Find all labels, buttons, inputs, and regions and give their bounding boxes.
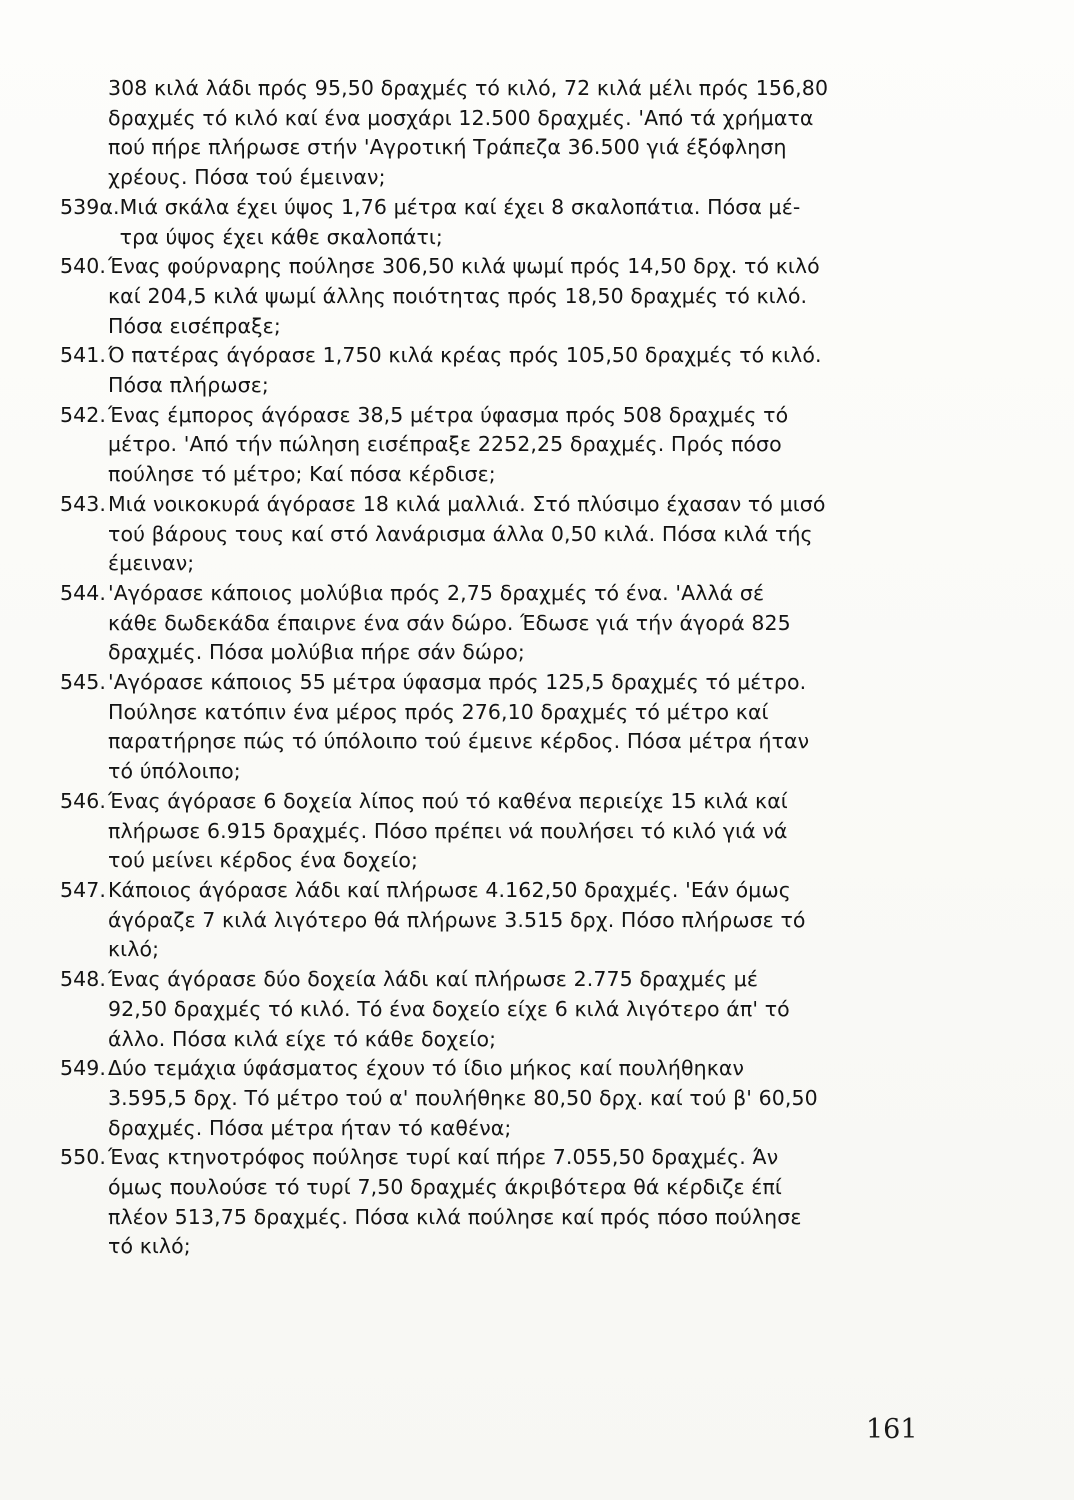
text-line: έμειναν; [108, 551, 195, 576]
text-line: Ένας κτηνοτρόφος πούλησε τυρί καί πήρε 7.055,50 δραχμές. Άν [108, 1145, 779, 1170]
text-line: 92,50 δραχμές τό κιλό. Τό ένα δοχείο είχε 6 κιλά λιγότερο άπ' τό [108, 996, 790, 1021]
problem-item [60, 341, 920, 400]
text-line: παρατήρησε πώς τό ύπόλοιπο τού έμεινε κέρδος. Πόσα μέτρα ήταν [108, 729, 810, 754]
problem-item [60, 668, 920, 787]
problem-number: 541. [60, 343, 107, 368]
problem-text [108, 668, 920, 787]
text-line: 3.595,5 δρχ. Τό μέτρο τού α' πουλήθηκε 80,50 δρχ. καί τού β' 60,50 [108, 1085, 818, 1110]
problem-number: 543. [60, 491, 107, 516]
problem-text [108, 252, 920, 341]
problem-item [60, 965, 920, 1054]
problem-item [60, 252, 920, 341]
text-line: Πόσα εισέπραξε; [108, 313, 281, 338]
text-line: Ένας άγόρασε δύο δοχεία λάδι καί πλήρωσε 2.775 δραχμές μέ [108, 967, 759, 992]
problem-item [60, 490, 920, 579]
text-line: 'Αγόρασε κάποιος μολύβια πρός 2,75 δραχμές τό ένα. 'Αλλά σέ [108, 580, 765, 605]
text-line: άγόραζε 7 κιλά λιγότερο θά πλήρωνε 3.515 δρχ. Πόσο πλήρωσε τό [108, 907, 806, 932]
text-line: Ένας έμπορος άγόρασε 38,5 μέτρα ύφασμα πρός 508 δραχμές τό [108, 402, 789, 427]
problem-number: 548. [60, 967, 107, 992]
text-line: καί 204,5 κιλά ψωμί άλλης ποιότητας πρός 18,50 δραχμές τό κιλό. [108, 283, 808, 308]
text-line: τρα ύψος έχει κάθε σκαλοπάτι; [119, 224, 443, 249]
text-line: Μιά σκάλα έχει ύψος 1,76 μέτρα καί έχει 8 σκαλοπάτια. Πόσα μέ- [119, 194, 801, 219]
problem-item [60, 74, 920, 193]
problem-item [60, 579, 920, 668]
text-line: δραχμές. Πόσα μέτρα ήταν τό καθένα; [108, 1115, 512, 1140]
problem-text [108, 1143, 920, 1262]
text-line: πούλησε τό μέτρο; Καί πόσα κέρδισε; [108, 462, 496, 487]
problem-number: 549. [60, 1056, 107, 1081]
text-line: Πούλησε κατόπιν ένα μέρος πρός 276,10 δραχμές τό μέτρο καί [108, 699, 769, 724]
problem-number: 550. [60, 1145, 107, 1170]
problem-text [108, 965, 920, 1054]
page-number: 161 [866, 1414, 918, 1445]
text-line: όμως πουλούσε τό τυρί 7,50 δραχμές άκριβότερα θά κέρδιζε έπί [108, 1175, 782, 1200]
text-line: πλέον 513,75 δραχμές. Πόσα κιλά πούλησε καί πρός πόσο πούλησε [108, 1204, 802, 1229]
text-line: Κάποιος άγόρασε λάδι καί πλήρωσε 4.162,50 δραχμές. 'Εάν όμως [108, 877, 791, 902]
problem-number: 540. [60, 254, 107, 279]
text-line: τού βάρους τους καί στό λανάρισμα άλλα 0,50 κιλά. Πόσα κιλά τής [108, 521, 813, 546]
text-line: Μιά νοικοκυρά άγόρασε 18 κιλά μαλλιά. Στό πλύσιμο έχασαν τό μισό [108, 491, 826, 516]
text-line: 308 κιλά λάδι πρός 95,50 δραχμές τό κιλό, 72 κιλά μέλι πρός 156,80 [108, 76, 829, 100]
problem-number: 546. [60, 788, 107, 813]
text-line: Ό πατέρας άγόρασε 1,750 κιλά κρέας πρός 105,50 δραχμές τό κιλό. [108, 343, 822, 368]
text-line: 'Αγόρασε κάποιος 55 μέτρα ύφασμα πρός 125,5 δραχμές τό μέτρο. [108, 670, 807, 695]
text-line: Πόσα πλήρωσε; [108, 373, 269, 398]
problem-text [108, 876, 920, 965]
problem-item [60, 876, 920, 965]
problem-number: 545. [60, 670, 107, 695]
text-line: δραχμές τό κιλό καί ένα μοσχάρι 12.500 δραχμές. 'Από τά χρήματα [108, 105, 814, 130]
problem-text [108, 74, 920, 193]
problem-number: 544. [60, 580, 107, 605]
text-line: κιλό; [108, 937, 160, 962]
problem-item [60, 401, 920, 490]
problem-number: 542. [60, 402, 107, 427]
problem-text [108, 341, 920, 400]
problem-text [108, 401, 920, 490]
problem-text [108, 1054, 920, 1143]
text-line: κάθε δωδεκάδα έπαιρνε ένα σάν δώρο. Έδωσε γιά τήν άγορά 825 [108, 610, 791, 635]
text-line: μέτρο. 'Από τήν πώληση εισέπραξε 2252,25 δραχμές. Πρός πόσο [108, 432, 782, 457]
problem-list [60, 74, 920, 1262]
text-line: τό ύπόλοιπο; [108, 759, 241, 784]
problem-item [60, 193, 920, 252]
text-line: τό κιλό; [108, 1234, 191, 1259]
text-line: πλήρωσε 6.915 δραχμές. Πόσο πρέπει νά πουλήσει τό κιλό γιά νά [108, 818, 788, 843]
text-line: Δύο τεμάχια ύφάσματος έχουν τό ίδιο μήκος καί πουλήθηκαν [108, 1056, 745, 1081]
problem-text [108, 787, 920, 876]
text-line: Ένας άγόρασε 6 δοχεία λίπος πού τό καθένα περιείχε 15 κιλά καί [108, 788, 788, 813]
problem-item [60, 1054, 920, 1143]
problem-text [108, 490, 920, 579]
problem-number: 547. [60, 877, 107, 902]
problem-text [108, 579, 920, 668]
text-line: τού μείνει κέρδος ένα δοχείο; [108, 848, 418, 873]
text-line: άλλο. Πόσα κιλά είχε τό κάθε δοχείο; [108, 1026, 497, 1051]
text-line: Ένας φούρναρης πούλησε 306,50 κιλά ψωμί πρός 14,50 δρχ. τό κιλό [108, 254, 820, 279]
text-line: χρέους. Πόσα τού έμειναν; [108, 165, 386, 190]
problem-item [60, 787, 920, 876]
text-line: δραχμές. Πόσα μολύβια πήρε σάν δώρο; [108, 640, 525, 665]
text-line: πού πήρε πλήρωσε στήν 'Αγροτική Τράπεζα 36.500 γιά έξόφληση [108, 135, 787, 160]
problem-item [60, 1143, 920, 1262]
problem-text [120, 193, 920, 252]
problem-number: 539α. [60, 194, 120, 219]
